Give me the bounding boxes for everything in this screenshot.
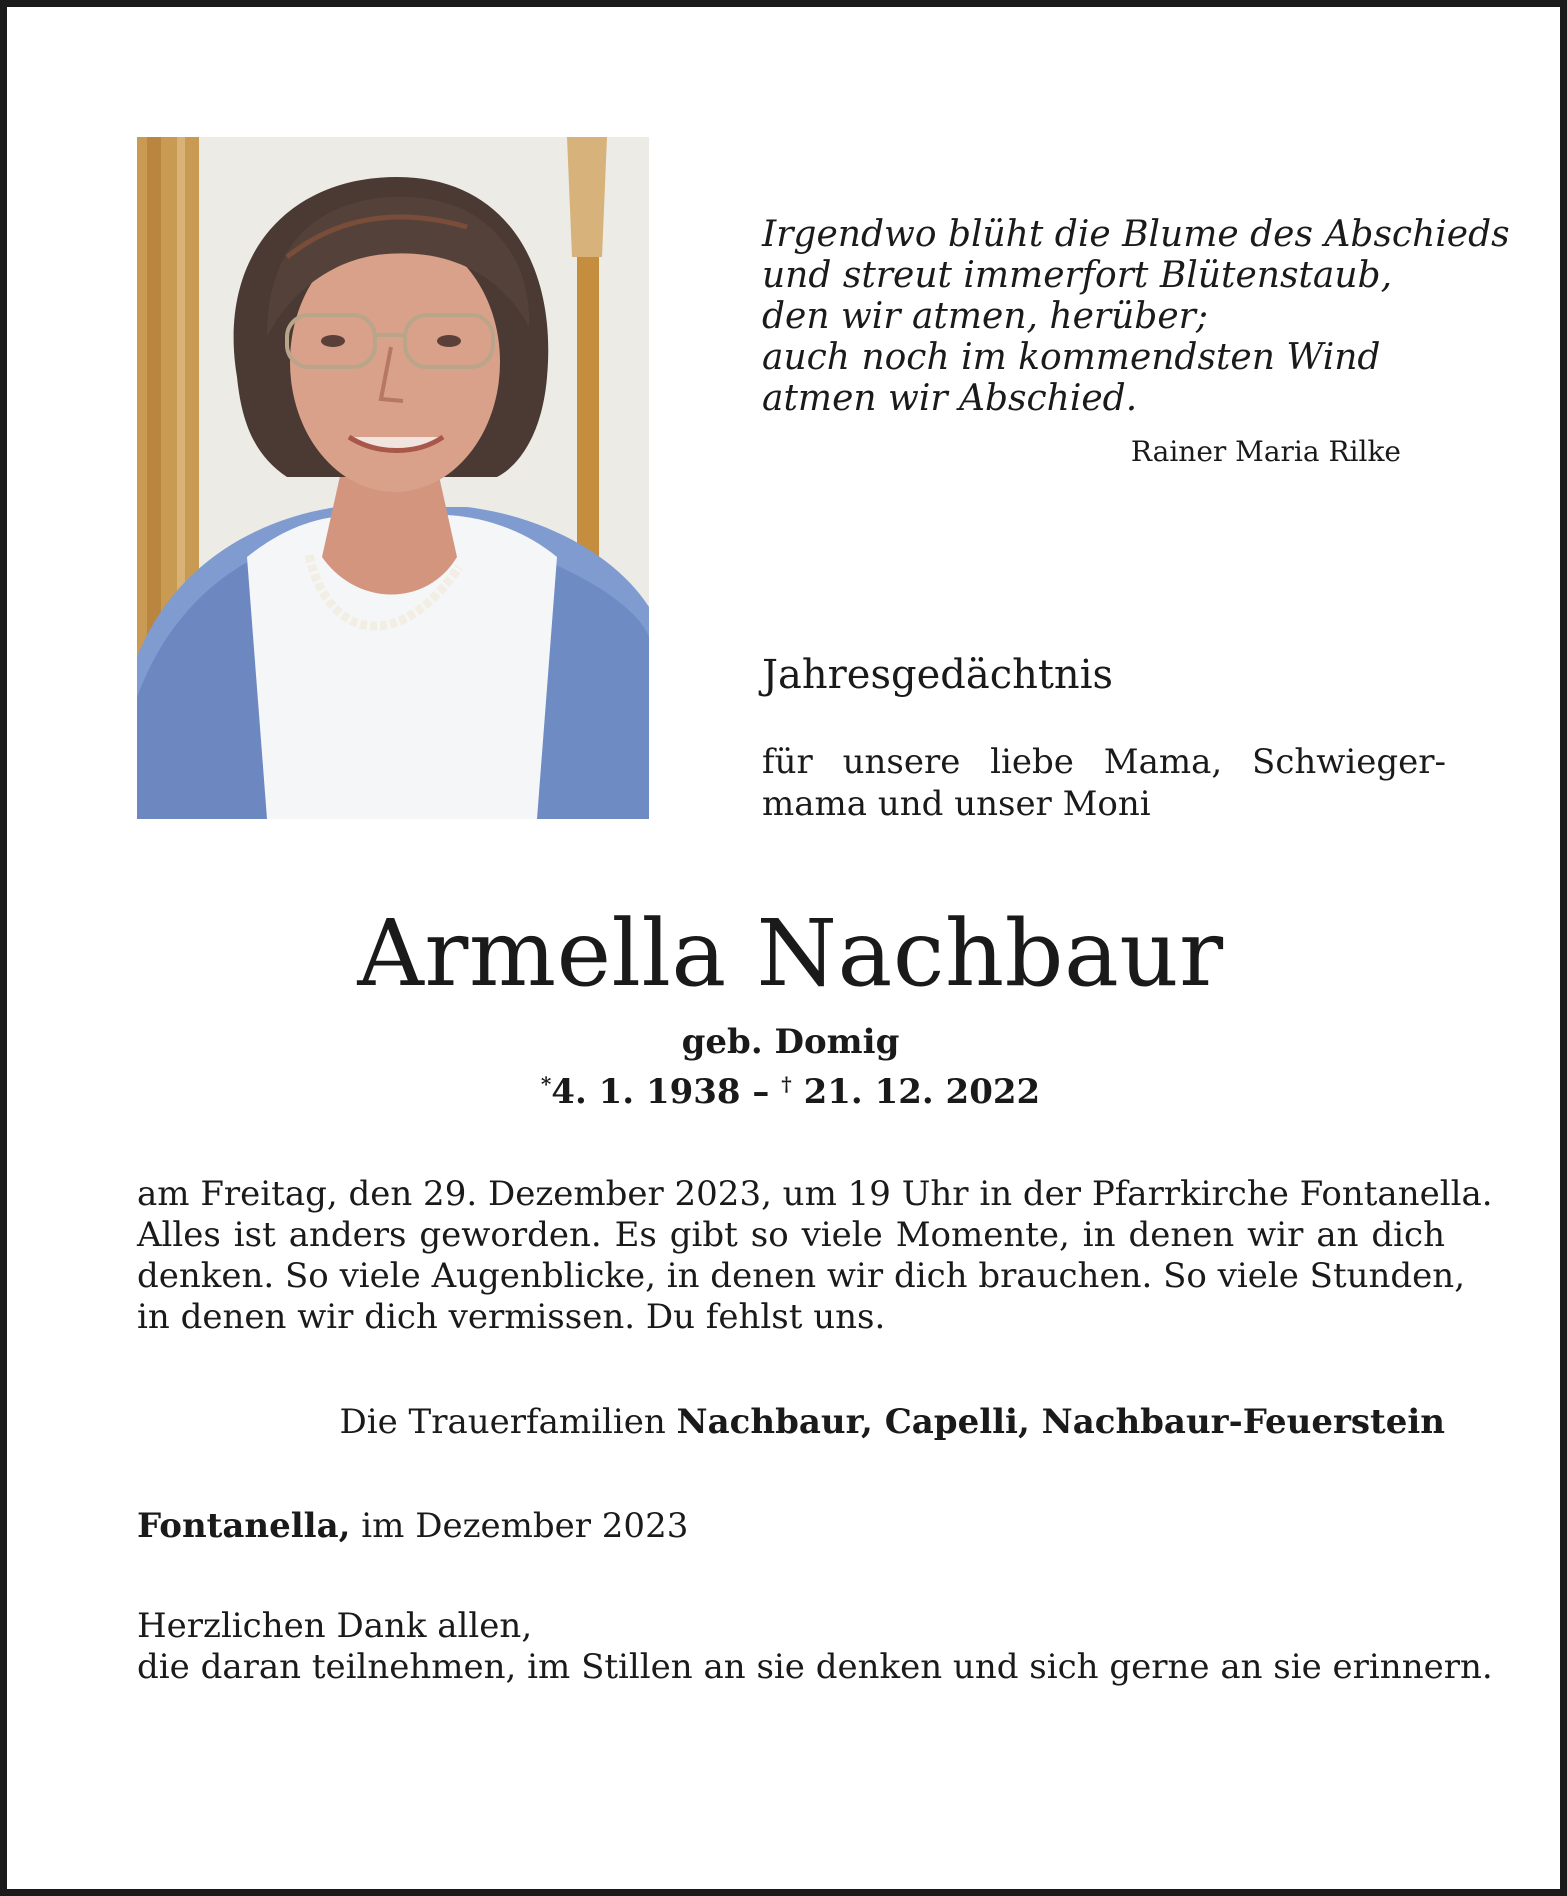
- place-date: [137, 1505, 688, 1547]
- thanks-line: Herzlichen Dank allen,: [137, 1606, 533, 1646]
- death-mark: †: [781, 1072, 792, 1096]
- poem-author: Rainer Maria Rilke: [1130, 435, 1401, 468]
- body-line: in denen wir dich vermissen. Du fehlst uns.: [137, 1297, 886, 1337]
- body-line: am Freitag, den 29. Dezember 2023, um 19 Uhr in der Pfarrkirche Fontanella.: [137, 1174, 1493, 1214]
- body-line: Alles ist anders geworden. Es gibt so viele Momente, in denen wir an dich: [137, 1215, 1445, 1255]
- family-names: Nachbaur, Capelli, Nachbaur-Feuerstein: [676, 1402, 1445, 1442]
- portrait-photo-image: [137, 137, 649, 819]
- date-separator: –: [752, 1072, 770, 1112]
- body-text: [137, 1174, 1493, 1338]
- poem-line: und streut immerfort Blütenstaub,: [762, 255, 1393, 296]
- poem-line: atmen wir Abschied.: [762, 378, 1138, 419]
- poem-line: den wir atmen, herüber;: [762, 296, 1208, 337]
- deceased-name: Armella Nachbaur: [357, 900, 1224, 1007]
- birth-mark: *: [540, 1072, 552, 1096]
- body-line: denken. So viele Augenblicke, in denen wir dich brauchen. So viele Stunden,: [137, 1256, 1466, 1296]
- place-name: Fontanella,: [137, 1506, 351, 1546]
- dedication-line: für unsere liebe Mama, Schwieger-: [762, 742, 1446, 782]
- life-dates: [7, 1064, 1567, 1112]
- birth-name: geb. Domig: [681, 1022, 900, 1062]
- poem-line: auch noch im kommendsten Wind: [762, 337, 1381, 378]
- birth-date: 4. 1. 1938: [551, 1072, 741, 1112]
- notice-date: im Dezember 2023: [361, 1506, 689, 1546]
- notice-kind: Jahresgedächtnis: [762, 652, 1114, 698]
- thanks-text: [137, 1606, 1493, 1688]
- portrait-photo: [137, 137, 649, 819]
- death-date: 21. 12. 2022: [803, 1072, 1041, 1112]
- family-prefix: Die Trauerfamilien: [339, 1402, 666, 1442]
- poem: [762, 214, 1510, 419]
- poem-line: Irgendwo blüht die Blume des Abschieds: [762, 214, 1510, 255]
- family-signature: [137, 1401, 1445, 1443]
- thanks-line: die daran teilnehmen, im Stillen an sie denken und sich gerne an sie erinnern.: [137, 1647, 1493, 1687]
- dedication-line: mama und unser Moni: [762, 784, 1151, 824]
- dedication: [762, 741, 1446, 825]
